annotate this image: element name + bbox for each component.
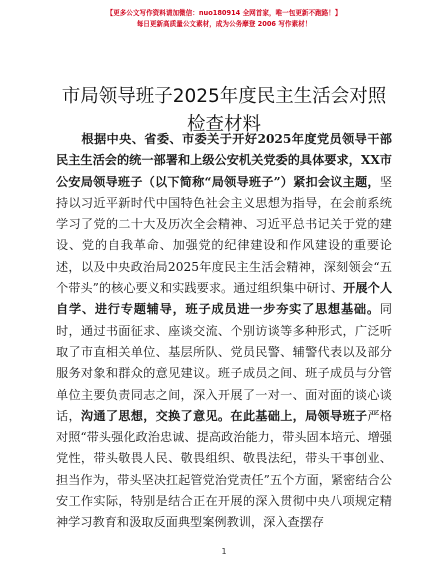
document-title: 市局领导班子2025年度民主生活会对照检查材料 (61, 86, 387, 135)
paragraph-segment-6: 沟通了思想，交换了意见。在此基础上，局领导班子 (80, 408, 368, 423)
body-paragraph (56, 129, 392, 534)
paragraph-segment-2: 领导班子（以下简称“局领导班子”）紧扣会议主题， (93, 174, 380, 189)
paragraph-segment-4: 开展个人自学、进行专题辅导，班子成员进一步夯实了思想基础。 (56, 281, 393, 317)
paragraph-segment-1: 根据中央、省委、市委关于开好2025年度党员领导干部民主生活会的统一部署和上级公安机关党委的具体要求，XX市公安局 (56, 132, 392, 189)
promo-banner-line-1: 【更多公文写作资料请加微信：nuo180914 全网首家，唯一包更新不跑路！】 (106, 9, 342, 17)
paragraph-segment-7: 严格对照“带头强化政治忠诚、提高政治能力，带头固本培元、增强党性，带头敬畏人民、敬畏组织、敬畏法纪，带头干事创业、担当作为，带头坚决扛起管党治党责任”五个方面，紧密结合公安工作实际，特别是结合正在开展的深入贯彻中央八项规定精神学习教育和汲取反面典型案例教训，深入查摆存 (56, 408, 393, 530)
paragraph-segment-5: 同时，通过书面征求、座谈交流、个别访谈等多种形式，广泛听取了市直相关单位、基层所队、党员民警、辅警代表以及部分服务对象和群众的意见建议。班子成员之间、班子成员与分管单位主要负责同志之间，深入开展了一对一、面对面的谈心谈话， (56, 302, 392, 423)
promo-banner-line-2: 每日更新高质量公文素材，成为公务摩登 2006 写作素材！ (136, 20, 312, 28)
page-number: 1 (221, 547, 227, 556)
paragraph-segment-3: 坚持以习近平新时代中国特色社会主义思想为指导，在会前系统学习了党的二十大及历次全会精神、习近平总书记关于党的建设、党的自我革命、加强党的纪律建设和作风建设的重要论述，以及中央政治局2025年度民主生活会精神，深刻领会“五个带头”的核心要义和实践要求。通过组织集中研讨、 (56, 174, 393, 296)
